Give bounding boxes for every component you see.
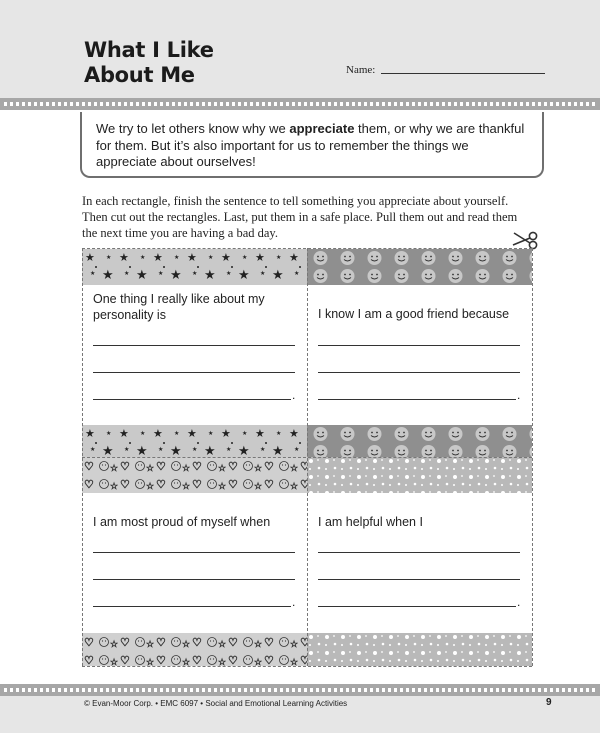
bottom-film-strip [0,684,600,696]
cut-line-right [532,248,533,666]
instructions: In each rectangle, finish the sentence to tell something you appreciate about yourself. Then cut out the rectangles. Last, put them in a safe place. Pull them out and read them the next time you are having a bad day. [82,194,518,240]
bold-appreciate: appreciate [289,121,355,136]
smiley-pattern-band [307,425,532,457]
title-line-1: What I Like [84,38,214,62]
card-3-period: . [292,595,296,609]
card-3-write-line-3[interactable] [93,606,291,607]
polka-dot-pattern-band [307,633,532,666]
top-film-strip [0,98,600,110]
cut-line-center [82,457,532,458]
card-4-period: . [517,595,521,609]
intro-callout [80,112,544,178]
cut-line-top [82,248,532,249]
name-write-line[interactable] [381,73,545,74]
scissors-icon [511,228,539,250]
intro-text: We try to let others know why we appreciate them, or why we are thankful for them. But it’s also important for us to remember the things we appreciate about ourselves! [96,121,525,169]
card-2-write-line-3[interactable] [318,399,516,400]
card-4-write-line-3[interactable] [318,606,516,607]
title-line-2: About Me [84,63,195,87]
card-1-write-line-2[interactable] [93,372,295,373]
polka-dot-pattern-band [307,457,532,493]
card-1-prompt: One thing I really like about my personality is [93,292,265,322]
cut-line-bottom [82,666,532,667]
footer-credit: © Evan-Moor Corp. • EMC 6097 • Social and Emotional Learning Activities [84,699,348,708]
card-2-prompt: I know I am a good friend because [318,307,510,321]
card-4-write-line-1[interactable] [318,552,520,553]
card-4-write-line-2[interactable] [318,579,520,580]
card-2-period: . [517,388,521,402]
name-label: Name: [346,64,376,76]
stars-pattern-band [82,249,307,285]
card-2-write-line-2[interactable] [318,372,520,373]
header-band [0,0,600,102]
card-1-period: . [292,388,296,402]
page-title [84,38,284,88]
smiley-pattern-band [307,249,532,285]
hearts-stars-pattern-band [82,457,307,493]
card-3-write-line-2[interactable] [93,579,295,580]
hearts-stars-pattern-band [82,633,307,666]
stars-pattern-band [82,425,307,457]
card-3-prompt: I am most proud of myself when [93,515,271,529]
card-4-prompt: I am helpful when I [318,515,423,529]
page-number: 9 [546,697,552,708]
card-1-write-line-3[interactable] [93,399,291,400]
card-1-write-line-1[interactable] [93,345,295,346]
card-2-write-line-1[interactable] [318,345,520,346]
card-3-write-line-1[interactable] [93,552,295,553]
